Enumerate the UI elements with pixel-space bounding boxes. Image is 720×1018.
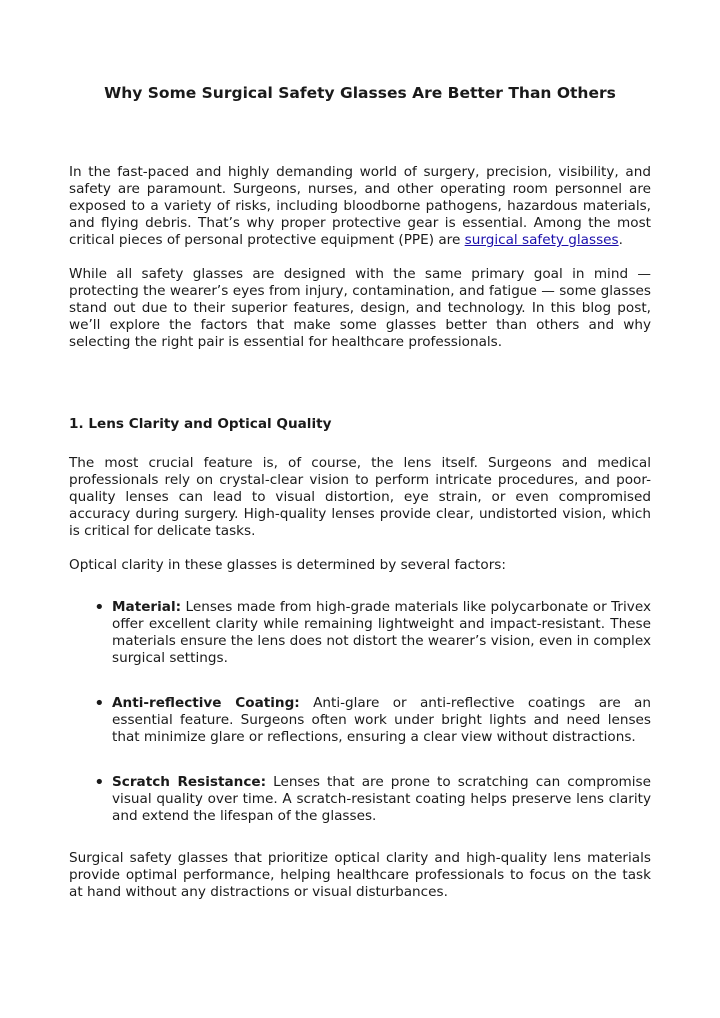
- section-heading: 1. Lens Clarity and Optical Quality: [69, 416, 332, 432]
- list-item-text: [112, 695, 651, 746]
- intro-paragraph: [69, 164, 651, 249]
- page-title: Why Some Surgical Safety Glasses Are Better Than Others: [104, 84, 616, 102]
- list-item-label: Anti-reflective Coating:: [112, 695, 300, 711]
- list-item-label: Scratch Resistance:: [112, 774, 267, 790]
- closing-paragraph: Surgical safety glasses that prioritize optical clarity and high-quality lens materials provide optimal performance, helping healthcare professionals to focus on the task at hand without any distractions or visual disturbances.: [69, 850, 651, 900]
- intro-text: In the fast-paced and highly demanding world of surgery, precision, visibility, and safety are paramount. Surgeons, nurses, and other operating room personnel are exposed to a variety of risks, including bloodborne pathogens, hazardous materials, and flying debris. That’s why proper protective gear is essential. Among the most critical pieces of personal protective equipment (PPE) are: [69, 164, 651, 248]
- list-item-label: Material:: [112, 599, 182, 615]
- factors-intro-paragraph: Optical clarity in these glasses is determined by several factors:: [69, 557, 506, 573]
- list-item-text: [112, 599, 651, 667]
- bullet-icon: •: [94, 597, 105, 618]
- bullet-icon: •: [94, 772, 105, 793]
- list-item: [69, 599, 651, 667]
- list-item: [69, 774, 651, 825]
- purpose-paragraph: While all safety glasses are designed with the same primary goal in mind — protecting the wearer’s eyes from injury, contamination, and fatigue — some glasses stand out due to their superior features, design, and technology. In this blog post, we’ll explore the factors that make some glasses better than others and why selecting the right pair is essential for healthcare professionals.: [69, 266, 651, 350]
- list-item-text: [112, 774, 651, 825]
- intro-text-end: .: [618, 232, 623, 248]
- list-item-body: Lenses that are prone to scratching can compromise visual quality over time. A scratch-resistant coating helps preserve lens clarity and extend the lifespan of the glasses.: [112, 774, 651, 824]
- list-item: [69, 695, 651, 746]
- list-item-body: Anti-glare or anti-reflective coatings are an essential feature. Surgeons often work under bright lights and need lenses that minimize glare or reflections, ensuring a clear view without distractions.: [112, 695, 651, 745]
- factors-list: [69, 599, 651, 825]
- lens-paragraph: The most crucial feature is, of course, the lens itself. Surgeons and medical professionals rely on crystal-clear vision to perform intricate procedures, and poor-quality lenses can lead to visual distortion, eye strain, or even compromised accuracy during surgery. High-quality lenses provide clear, undistorted vision, which is critical for delicate tasks.: [69, 455, 651, 539]
- bullet-icon: •: [94, 693, 105, 714]
- list-item-body: Lenses made from high-grade materials like polycarbonate or Trivex offer excellent clarity while remaining lightweight and impact-resistant. These materials ensure the lens does not distort the wearer’s vision, even in complex surgical settings.: [112, 599, 651, 666]
- surgical-safety-glasses-link[interactable]: surgical safety glasses: [464, 232, 619, 248]
